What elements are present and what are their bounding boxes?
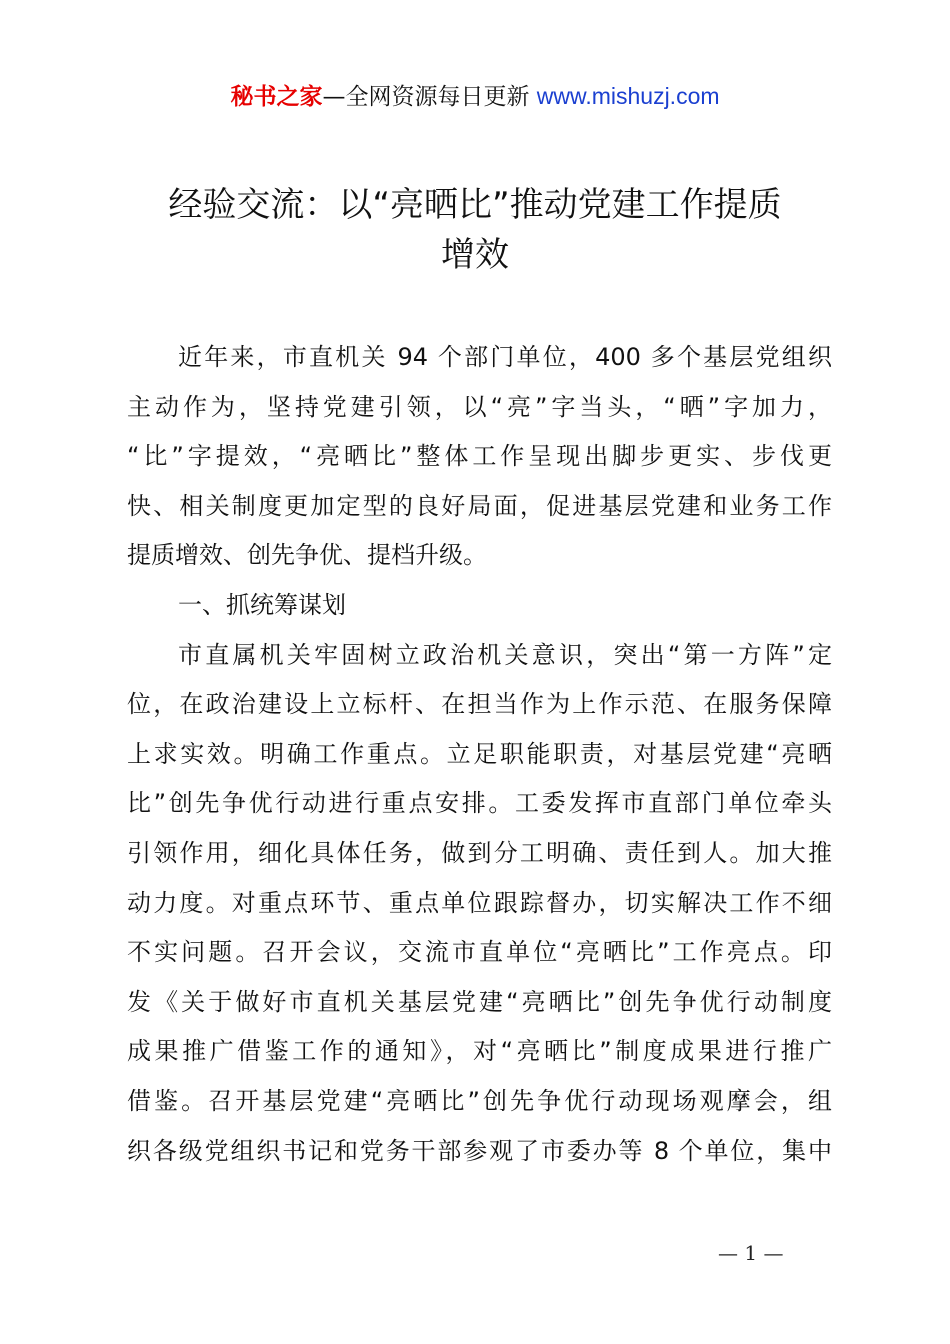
site-name: 秘书之家 (230, 84, 323, 110)
paragraph-1-line: 近年来，市直机关 94 个部门单位，400 多个基层党组织 (178, 343, 832, 371)
paragraph-1-line: 主动作为，坚持党建引领，以“亮”字当头，“晒”字加力， (127, 392, 832, 421)
paragraph-2-line: 市直属机关牢固树立政治机关意识，突出“第一方阵”定 (178, 640, 832, 669)
site-banner (0, 80, 950, 113)
section-heading: 一、抓统筹谋划 (178, 590, 346, 619)
document-title (120, 180, 830, 280)
title-line-1: 经验交流：以“亮晒比”推动党建工作提质 (168, 185, 782, 225)
paragraph-2-line: 比”创先争优行动进行重点安排。工委发挥市直部门单位牵头 (127, 789, 832, 818)
paragraph-1-line: “比”字提效，“亮晒比”整体工作呈现出脚步更实、步伐更 (127, 442, 832, 471)
paragraph-1-line: 提质增效、创先争优、提档升级。 (127, 541, 487, 570)
title-line-2: 增效 (441, 235, 509, 275)
paragraph-2-line: 位，在政治建设上立标杆、在担当作为上作示范、在服务保障 (127, 690, 832, 719)
paragraph-2-line: 发《关于做好市直机关基层党建“亮晒比”创先争优行动制度 (127, 987, 832, 1016)
document-body (127, 333, 832, 1176)
paragraph-2-line: 织各级党组织书记和党务干部参观了市委办等 8 个单位，集中 (127, 1136, 832, 1165)
paragraph-2-line: 成果推广借鉴工作的通知》，对“亮晒比”制度成果进行推广 (127, 1037, 832, 1066)
paragraph-2-line: 引领作用，细化具体任务，做到分工明确、责任到人。加大推 (127, 838, 832, 867)
paragraph-2-line: 上求实效。明确工作重点。立足职能职责，对基层党建“亮晒 (127, 739, 832, 768)
site-tagline: —全网资源每日更新 (322, 84, 537, 110)
site-url-link[interactable]: www.mishuzj.com (536, 83, 720, 109)
paragraph-2-line: 不实问题。召开会议，交流市直单位“亮晒比”工作亮点。印 (127, 938, 832, 967)
page-number: — 1 — (718, 1241, 784, 1265)
paragraph-1-line: 快、相关制度更加定型的良好局面，促进基层党建和业务工作 (127, 491, 832, 520)
paragraph-2-line: 动力度。对重点环节、重点单位跟踪督办，切实解决工作不细 (127, 888, 832, 917)
paragraph-2-line: 借鉴。召开基层党建“亮晒比”创先争优行动现场观摩会，组 (127, 1086, 832, 1115)
